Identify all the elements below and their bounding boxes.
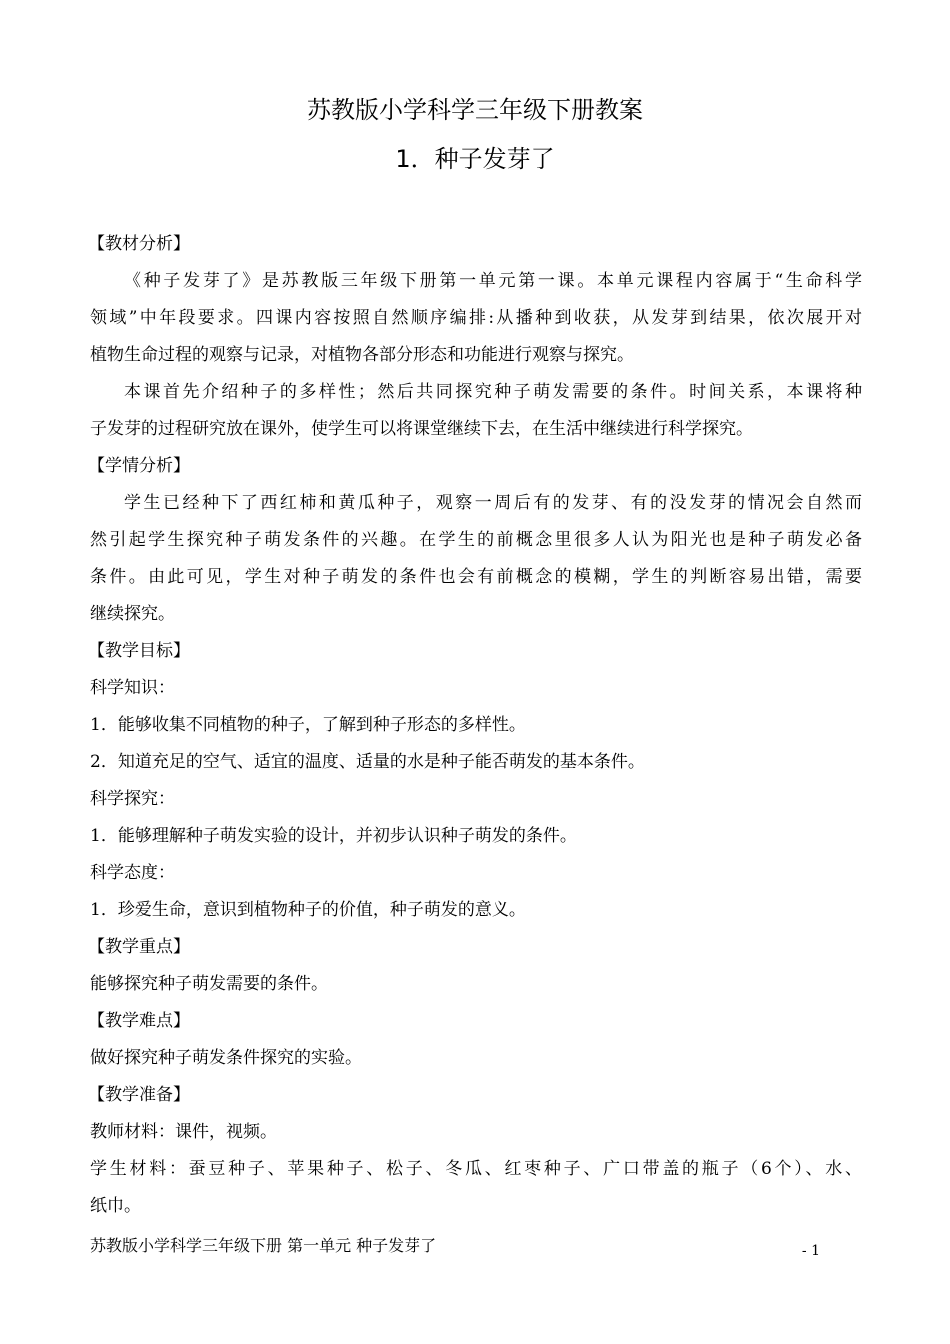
- section-heading: 【教学准备】: [88, 1085, 190, 1105]
- paragraph-line: 纸巾。: [90, 1196, 141, 1216]
- paragraph-line: 本课首先介绍种子的多样性；然后共同探究种子萌发需要的条件。时间关系，本课将种: [124, 382, 862, 402]
- body-line: 1．能够理解种子萌发实验的设计，并初步认识种子萌发的条件。: [90, 826, 577, 846]
- section-heading: 【教学重点】: [88, 937, 190, 957]
- section-heading: 【学情分析】: [88, 456, 190, 476]
- lesson-title: 1．种子发芽了: [395, 145, 555, 173]
- paragraph-line: 子发芽的过程研究放在课外，使学生可以将课堂继续下去，在生活中继续进行科学探究。: [90, 419, 753, 439]
- paragraph-line: 领域”中年段要求。四课内容按照自然顺序编排:从播种到收获，从发芽到结果，依次展开对: [90, 308, 862, 328]
- body-line: 做好探究种子萌发条件探究的实验。: [90, 1048, 362, 1068]
- body-line: 1．能够收集不同植物的种子，了解到种子形态的多样性。: [90, 715, 526, 735]
- section-heading: 【教学目标】: [88, 641, 190, 661]
- page-number: - 1: [801, 1243, 820, 1259]
- paragraph-line: 学生已经种下了西红柿和黄瓜种子，观察一周后有的发芽、有的没发芽的情况会自然而: [124, 493, 862, 513]
- paragraph-line: 然引起学生探究种子萌发条件的兴趣。在学生的前概念里很多人认为阳光也是种子萌发必备: [90, 530, 862, 550]
- paragraph-line: 学生材料：蚕豆种子、苹果种子、松子、冬瓜、红枣种子、广口带盖的瓶子（6个）、水、: [90, 1159, 862, 1179]
- paragraph-line: 《种子发芽了》是苏教版三年级下册第一单元第一课。本单元课程内容属于“生命科学: [124, 271, 862, 291]
- body-line: 科学知识：: [90, 678, 175, 698]
- page-footer: 苏教版小学科学三年级下册 第一单元 种子发芽了: [90, 1236, 437, 1255]
- body-line: 科学态度：: [90, 863, 175, 883]
- body-line: 教师材料：课件，视频。: [90, 1122, 277, 1142]
- document-title: 苏教版小学科学三年级下册教案: [307, 96, 643, 124]
- body-line: 能够探究种子萌发需要的条件。: [90, 974, 328, 994]
- document-body: [90, 226, 862, 1225]
- section-heading: 【教材分析】: [88, 234, 190, 254]
- paragraph-line: 继续探究。: [90, 604, 175, 624]
- body-line: 1．珍爱生命，意识到植物种子的价值，种子萌发的意义。: [90, 900, 526, 920]
- section-heading: 【教学难点】: [88, 1011, 190, 1031]
- body-line: 2．知道充足的空气、适宜的温度、适量的水是种子能否萌发的基本条件。: [90, 752, 645, 772]
- paragraph-line: 植物生命过程的观察与记录，对植物各部分形态和功能进行观察与探究。: [90, 345, 634, 365]
- body-line: 科学探究：: [90, 789, 175, 809]
- paragraph-line: 条件。由此可见，学生对种子萌发的条件也会有前概念的模糊，学生的判断容易出错，需要: [90, 567, 862, 587]
